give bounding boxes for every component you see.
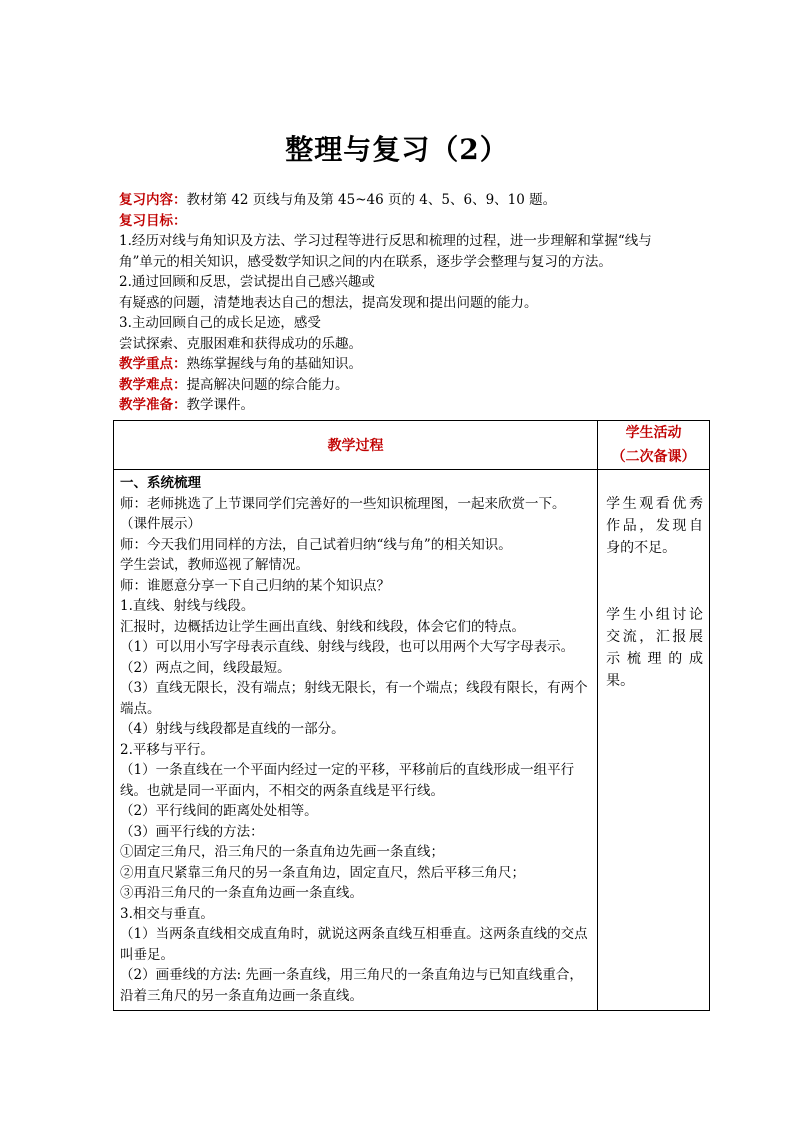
process-line: 1.直线、射线与线段。 bbox=[120, 598, 255, 614]
review-goal-label: 复习目标： bbox=[119, 212, 187, 229]
lesson-intro bbox=[119, 190, 719, 416]
process-line: 3.相交与垂直。 bbox=[120, 905, 214, 922]
header-student-activity bbox=[598, 421, 710, 470]
process-line: （1）可以用小写字母表示直线、射线与线段，也可以用两个大写字母表示。 bbox=[120, 639, 575, 655]
student-note: 学生小组讨论交流，汇报展示梳理的成果。 bbox=[606, 607, 703, 689]
header-student-activity-line2: （二次备课） bbox=[611, 449, 696, 465]
section-title: 一、系统梳理 bbox=[120, 475, 201, 491]
process-line: 师：今天我们用同样的方法，自己试着归纳“线与角”的相关知识。 bbox=[120, 536, 512, 553]
goal-line: 角”单元的相关知识，感受数学知识之间的内在联系，逐步学会整理与复习的方法。 bbox=[119, 253, 612, 270]
teaching-preparation bbox=[119, 395, 719, 416]
header-student-activity-line1: 学生活动 bbox=[625, 425, 682, 441]
page-title: 整理与复习（2） bbox=[285, 133, 509, 166]
process-line: 2.平移与平行。 bbox=[120, 741, 214, 758]
process-line: 师：谁愿意分享一下自己归纳的某个知识点？ bbox=[120, 577, 390, 594]
process-line: （4）射线与线段都是直线的一部分。 bbox=[120, 721, 345, 737]
process-line: 师：老师挑选了上节课同学们完善好的一些知识梳理图，一起来欣赏一下。 bbox=[120, 495, 566, 512]
teaching-preparation-label: 教学准备： bbox=[119, 397, 187, 413]
student-activity-cell bbox=[598, 470, 710, 1011]
goal-line: 2.通过回顾和反思，尝试提出自己感兴趣或 bbox=[119, 274, 375, 290]
process-line: （课件展示） bbox=[120, 516, 201, 532]
goal-line: 尝试探索、克服困难和获得成功的乐趣。 bbox=[119, 335, 362, 352]
process-line: （1）一条直线在一个平面内经过一定的平移，平移前后的直线形成一组平行线。也就是同一平面内，不相交的两条直线是平行线。 bbox=[120, 762, 575, 799]
review-content bbox=[119, 190, 719, 211]
process-line: （3）画平行线的方法： bbox=[120, 823, 264, 840]
teaching-preparation-text: 教学课件。 bbox=[186, 397, 254, 413]
review-content-text: 教材第 42 页线与角及第 45~46 页的 4、5、6、9、10 题。 bbox=[186, 192, 557, 208]
process-line: 学生尝试，教师巡视了解情况。 bbox=[120, 557, 309, 573]
process-line: ②用直尺紧靠三角尺的另一条直角边，固定直尺，然后平移三角尺； bbox=[120, 864, 525, 881]
process-line: （2）平行线间的距离处处相等。 bbox=[120, 803, 318, 819]
process-line: ③再沿三角尺的一条直角边画一条直线。 bbox=[120, 885, 363, 901]
review-content-label: 复习内容： bbox=[119, 192, 187, 208]
process-line: 汇报时，边概括边让学生画出直线、射线和线段，体会它们的特点。 bbox=[120, 618, 525, 635]
process-line: （2）两点之间，线段最短。 bbox=[120, 659, 291, 676]
process-line: ①固定三角尺，沿三角尺的一条直角边先画一条直线； bbox=[120, 844, 444, 860]
teaching-key-point-label: 教学重点： bbox=[119, 356, 187, 372]
goal-line: 3.主动回顾自己的成长足迹，感受 bbox=[119, 315, 321, 331]
review-goal bbox=[119, 211, 719, 232]
teaching-key-point bbox=[119, 354, 719, 375]
process-line: （3）直线无限长，没有端点；射线无限长，有一个端点；线段有限长，有两个端点。 bbox=[120, 680, 588, 717]
goal-line: 有疑惑的问题，清楚地表达自己的想法，提高发现和提出问题的能力。 bbox=[119, 294, 538, 311]
process-line: （2）画垂线的方法: 先画一条直线，用三角尺的一条直角边与已知直线重合，沿着三角尺的另一条直角边画一条直线。 bbox=[120, 967, 583, 1004]
teaching-difficulty bbox=[119, 375, 719, 396]
student-note: 学生观看优秀作品，发现自身的不足。 bbox=[606, 496, 703, 556]
table-body-row bbox=[114, 470, 710, 1011]
header-teaching-process: 教学过程 bbox=[114, 421, 598, 470]
teaching-difficulty-label: 教学难点： bbox=[119, 376, 187, 393]
process-line: （1）当两条直线相交成直角时，就说这两条直线互相垂直。这两条直线的交点叫垂足。 bbox=[120, 926, 588, 963]
teaching-difficulty-text: 提高解决问题的综合能力。 bbox=[186, 376, 349, 393]
teaching-process-cell bbox=[114, 470, 598, 1011]
lesson-table bbox=[113, 420, 710, 1011]
teaching-key-point-text: 熟练掌握线与角的基础知识。 bbox=[186, 356, 362, 372]
table-header-row bbox=[114, 421, 710, 470]
goal-line: 1.经历对线与角知识及方法、学习过程等进行反思和梳理的过程，进一步理解和掌握“线与 bbox=[119, 233, 652, 249]
